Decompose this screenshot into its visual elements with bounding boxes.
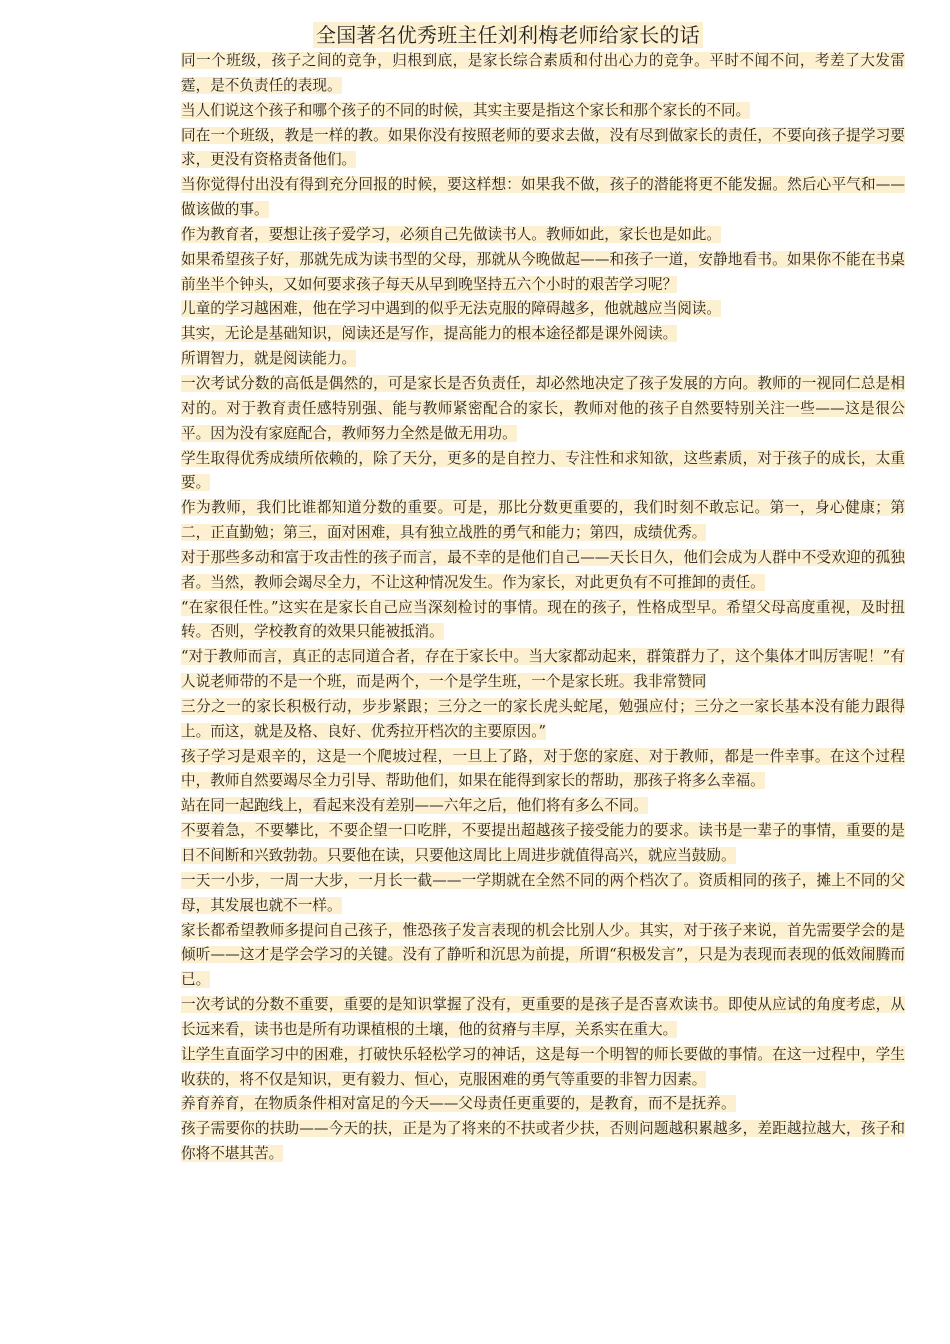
paragraph bbox=[181, 869, 905, 919]
paragraph-text: 作为教师，我们比谁都知道分数的重要。可是，那比分数更重要的，我们时刻不敢忘记。第一，身心健康；第二，正直勤勉；第三，面对困难，具有独立战胜的勇气和能力；第四，成绩优秀。 bbox=[181, 499, 905, 542]
paragraph bbox=[181, 1117, 905, 1167]
paragraph-text: 对于那些多动和富于攻击性的孩子而言，最不幸的是他们自己——天长日久，他们会成为人群中不受欢迎的孤独者。当然，教师会竭尽全力，不让这种情况发生。作为家长，对此更负有不可推卸的责任。 bbox=[181, 548, 905, 591]
paragraph-text: 站在同一起跑线上，看起来没有差别——六年之后，他们将有多么不同。 bbox=[181, 797, 649, 815]
paragraph bbox=[181, 173, 905, 223]
paragraph bbox=[181, 372, 905, 447]
paragraph bbox=[181, 447, 905, 497]
paragraph-text: 学生取得优秀成绩所依赖的，除了天分，更多的是自控力、专注性和求知欲，这些素质，对于孩子的成长，太重要。 bbox=[181, 449, 905, 492]
paragraph-text: 一天一小步，一周一大步，一月长一截——一学期就在全然不同的两个档次了。资质相同的孩子，摊上不同的父母，其发展也就不一样。 bbox=[181, 871, 905, 914]
paragraph bbox=[181, 99, 905, 124]
paragraph bbox=[181, 745, 905, 795]
paragraph bbox=[181, 993, 905, 1043]
paragraph bbox=[181, 124, 905, 174]
paragraph bbox=[181, 695, 905, 745]
paragraph-text: 一次考试分数的高低是偶然的，可是家长是否负责任，却必然地决定了孩子发展的方向。教师的一视同仁总是相对的。对于教育责任感特别强、能与教师紧密配合的家长，教师对他的孩子自然要特别关注一些——这是很公平。因为没有家庭配合，教师努力全然是做无用功。 bbox=[181, 374, 905, 442]
paragraph-text: “在家很任性。”这实在是家长自己应当深刻检讨的事情。现在的孩子，性格成型早。希望父母高度重视，及时扭转。否则，学校教育的效果只能被抵消。 bbox=[181, 598, 905, 641]
paragraph bbox=[181, 1092, 905, 1117]
paragraph bbox=[181, 322, 905, 347]
paragraph-text: 儿童的学习越困难，他在学习中遇到的似乎无法克服的障碍越多，他就越应当阅读。 bbox=[181, 300, 721, 318]
paragraph-text: 不要着急，不要攀比，不要企望一口吃胖，不要提出超越孩子接受能力的要求。读书是一辈子的事情，重要的是日不间断和兴致勃勃。只要他在读，只要他这周比上周进步就值得高兴，就应当鼓励。 bbox=[181, 822, 905, 864]
paragraph bbox=[181, 49, 905, 99]
paragraph bbox=[181, 645, 905, 695]
paragraph bbox=[181, 347, 905, 372]
document-body bbox=[181, 49, 905, 1167]
paragraph bbox=[181, 248, 905, 298]
paragraph-text: 一次考试的分数不重要，重要的是知识掌握了没有，更重要的是孩子是否喜欢读书。即使从应试的角度考虑，从长远来看，读书也是所有功课植根的土壤，他的贫瘠与丰厚，关系实在重大。 bbox=[181, 996, 905, 1038]
paragraph bbox=[181, 496, 905, 546]
paragraph-text: 作为教育者，要想让孩子爱学习，必须自己先做读书人。教师如此，家长也是如此。 bbox=[181, 225, 721, 243]
paragraph-text: 其实，无论是基础知识，阅读还是写作，提高能力的根本途径都是课外阅读。 bbox=[181, 325, 678, 343]
paragraph bbox=[181, 919, 905, 994]
paragraph-text: 同在一个班级，教是一样的教。如果你没有按照老师的要求去做，没有尽到做家长的责任，不要向孩子提学习要求，更没有资格责备他们。 bbox=[181, 126, 905, 169]
paragraph-text: 所谓智力，就是阅读能力。 bbox=[181, 350, 357, 368]
paragraph-text: 养育养育，在物质条件相对富足的今天——父母责任更重要的，是教育，而不是抚养。 bbox=[181, 1095, 736, 1113]
paragraph bbox=[181, 819, 905, 869]
paragraph-text: 当你觉得付出没有得到充分回报的时候，要这样想：如果我不做，孩子的潜能将更不能发掘。然后心平气和——做该做的事。 bbox=[181, 176, 905, 219]
paragraph-text: 孩子学习是艰辛的，这是一个爬坡过程，一旦上了路，对于您的家庭、对于教师，都是一件幸事。在这个过程中，教师自然要竭尽全力引导、帮助他们，如果在能得到家长的帮助，那孩子将多么幸福。 bbox=[181, 747, 905, 790]
paragraph bbox=[181, 794, 905, 819]
paragraph bbox=[181, 1043, 905, 1093]
paragraph-text: 家长都希望教师多提问自己孩子，惟恐孩子发言表现的机会比别人少。其实，对于孩子来说，首先需要学会的是倾听——这才是学会学习的关键。没有了静听和沉思为前提，所谓“积极发言”，只是为表现而表现的低效闹腾而已。 bbox=[181, 921, 905, 989]
paragraph-text: 当人们说这个孩子和哪个孩子的不同的时候，其实主要是指这个家长和那个家长的不同。 bbox=[181, 101, 751, 119]
paragraph-text: 让学生直面学习中的困难，打破快乐轻松学习的神话，这是每一个明智的师长要做的事情。在这一过程中，学生收获的，将不仅是知识，更有毅力、恒心，克服困难的勇气等重要的非智力因素。 bbox=[181, 1045, 905, 1088]
document-title: 全国著名优秀班主任刘利梅老师给家长的话 bbox=[313, 22, 703, 48]
paragraph-text: 如果希望孩子好，那就先成为读书型的父母，那就从今晚做起——和孩子一道，安静地看书。如果你不能在书桌前坐半个钟头，又如何要求孩子每天从早到晚坚持五六个小时的艰苦学习呢？ bbox=[181, 250, 905, 293]
paragraph bbox=[181, 223, 905, 248]
paragraph-text: “对于教师而言，真正的志同道合者，存在于家长中。当大家都动起来，群策群力了，这个集体才叫厉害呢！”有人说老师带的不是一个班，而是两个，一个是学生班，一个是家长班。我非常赞同 bbox=[181, 648, 905, 691]
paragraph bbox=[181, 546, 905, 596]
paragraph-text: 孩子需要你的扶助——今天的扶，正是为了将来的不扶或者少扶，否则问题越积累越多，差距越拉越大，孩子和你将不堪其苦。 bbox=[181, 1120, 905, 1163]
paragraph bbox=[181, 596, 905, 646]
paragraph-text: 三分之一的家长积极行动，步步紧跟；三分之一的家长虎头蛇尾，勉强应付；三分之一家长基本没有能力跟得上。而这，就是及格、良好、优秀拉开档次的主要原因。” bbox=[181, 697, 905, 740]
paragraph bbox=[181, 297, 905, 322]
paragraph-text: 同一个班级，孩子之间的竞争，归根到底，是家长综合素质和付出心力的竞争。平时不闻不问，考差了大发雷霆，是不负责任的表现。 bbox=[181, 52, 905, 94]
